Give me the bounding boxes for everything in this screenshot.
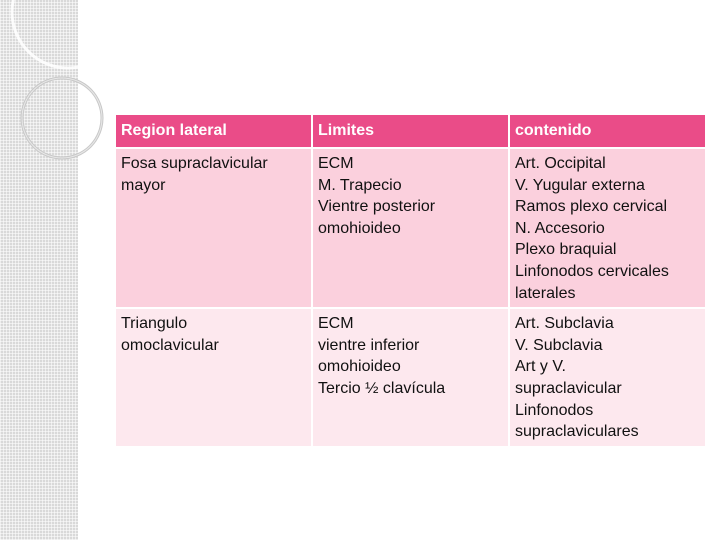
region-lateral-table [114, 113, 707, 448]
table-row [115, 308, 706, 447]
cell-contenido: Art. Occipital V. Yugular externa Ramos plexo cervical N. Accesorio Plexo braquial Linfonodos cervicales laterales [509, 148, 706, 308]
cell-limites: ECM M. Trapecio Vientre posterior omohioideo [312, 148, 509, 308]
cell-contenido: Art. Subclavia V. Subclavia Art y V. supraclavicular Linfonodos supraclaviculares [509, 308, 706, 447]
table-header-row [115, 114, 706, 148]
table-row [115, 148, 706, 308]
cell-limites: ECM vientre inferior omohioideo Tercio ½ clavícula [312, 308, 509, 447]
decorative-circles [0, 0, 130, 200]
header-limites: Limites [312, 114, 509, 148]
cell-region: Triangulo omoclavicular [115, 308, 312, 447]
header-region-lateral: Region lateral [115, 114, 312, 148]
header-contenido: contenido [509, 114, 706, 148]
cell-region: Fosa supraclavicular mayor [115, 148, 312, 308]
